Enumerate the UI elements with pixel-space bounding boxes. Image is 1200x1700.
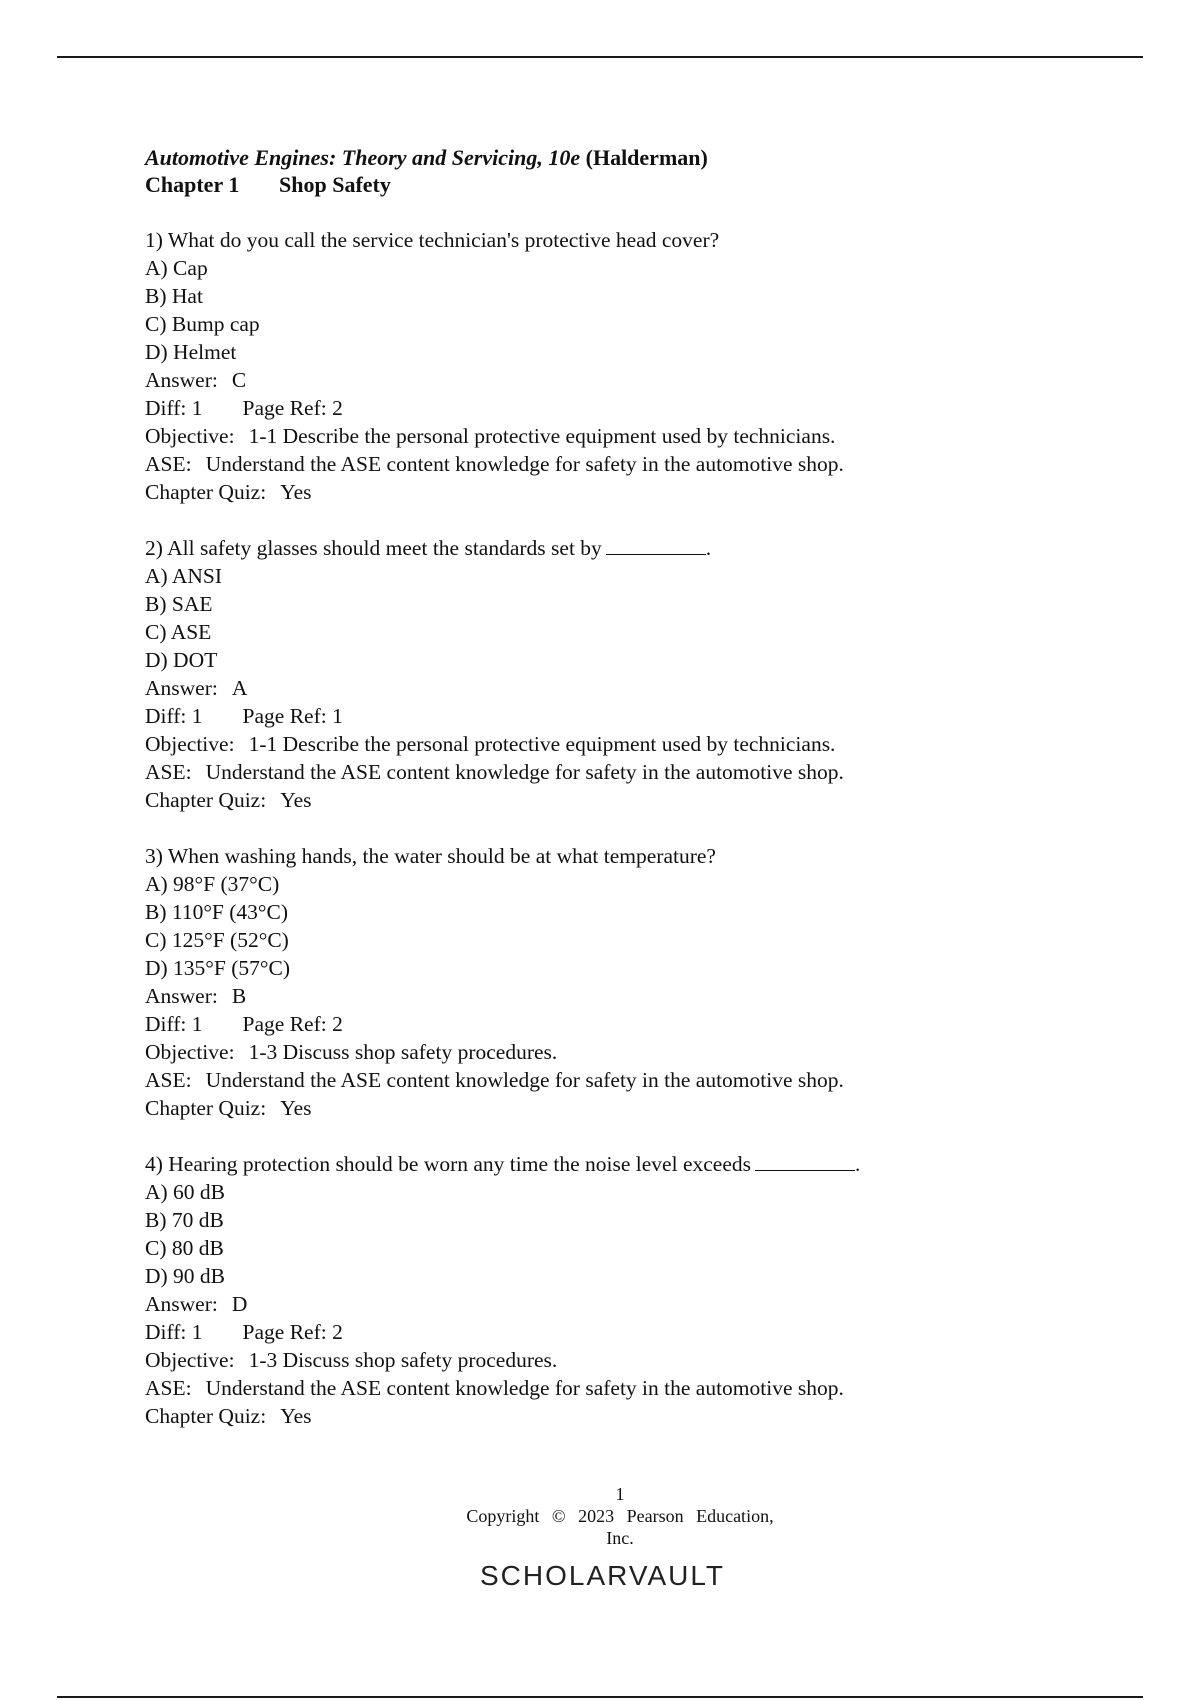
option-b: B) 110°F (43°C) bbox=[145, 900, 289, 924]
option-d: D) 135°F (57°C) bbox=[145, 956, 290, 980]
option-d: D) DOT bbox=[145, 648, 218, 672]
option-c: C) ASE bbox=[145, 620, 212, 644]
answer-value: B bbox=[231, 984, 247, 1008]
watermark-text: SCHOLARVAULT bbox=[480, 1560, 725, 1591]
chapter-quiz-line: Chapter Quiz: Yes bbox=[145, 1404, 312, 1428]
question-stem: 4) Hearing protection should be worn any time the noise level exceeds . bbox=[145, 1152, 861, 1176]
question-block bbox=[145, 842, 1045, 1122]
option-b: B) SAE bbox=[145, 592, 213, 616]
book-author: (Halderman) bbox=[585, 145, 708, 170]
option-a: A) Cap bbox=[145, 256, 208, 280]
bottom-divider bbox=[57, 1696, 1143, 1698]
answer-blank bbox=[755, 1150, 855, 1171]
answer-value: C bbox=[231, 368, 247, 392]
option-d: D) Helmet bbox=[145, 340, 237, 364]
ase-line: ASE: Understand the ASE content knowledge for safety in the automotive shop. bbox=[145, 760, 844, 784]
objective-line: Objective: 1-3 Discuss shop safety procedures. bbox=[145, 1040, 558, 1064]
question-stem: 2) All safety glasses should meet the standards set by . bbox=[145, 536, 712, 560]
copyright-line: Copyright © 2023 Pearson Education, bbox=[466, 1506, 774, 1526]
option-c: C) 80 dB bbox=[145, 1236, 224, 1260]
answer-line: Answer: C bbox=[145, 368, 247, 392]
question-stem: 3) When washing hands, the water should be at what temperature? bbox=[145, 844, 716, 868]
diff-line: Diff: 1 Page Ref: 2 bbox=[145, 1320, 343, 1344]
objective-line: Objective: 1-3 Discuss shop safety procedures. bbox=[145, 1348, 558, 1372]
chapter-quiz-line: Chapter Quiz: Yes bbox=[145, 1096, 312, 1120]
question-block bbox=[145, 1150, 1045, 1430]
ase-line: ASE: Understand the ASE content knowledge for safety in the automotive shop. bbox=[145, 1376, 844, 1400]
question-block bbox=[145, 226, 1045, 506]
document-page bbox=[145, 144, 1045, 1430]
objective-line: Objective: 1-1 Describe the personal protective equipment used by technicians. bbox=[145, 424, 836, 448]
option-b: B) 70 dB bbox=[145, 1208, 224, 1232]
page-number: 1 bbox=[615, 1484, 625, 1504]
diff-line: Diff: 1 Page Ref: 1 bbox=[145, 704, 343, 728]
book-title: Automotive Engines: Theory and Servicing, 10e bbox=[145, 145, 581, 170]
answer-value: A bbox=[231, 676, 248, 700]
question-block bbox=[145, 534, 1045, 814]
option-a: A) 98°F (37°C) bbox=[145, 872, 280, 896]
copyright-line-2: Inc. bbox=[606, 1528, 634, 1548]
answer-blank bbox=[606, 534, 706, 555]
question-stem: 1) What do you call the service technician's protective head cover? bbox=[145, 228, 720, 252]
answer-line: Answer: A bbox=[145, 676, 248, 700]
option-a: A) ANSI bbox=[145, 564, 223, 588]
page-ref: Page Ref: 2 bbox=[242, 1012, 343, 1036]
answer-line: Answer: B bbox=[145, 984, 247, 1008]
option-c: C) Bump cap bbox=[145, 312, 260, 336]
objective-line: Objective: 1-1 Describe the personal protective equipment used by technicians. bbox=[145, 732, 836, 756]
diff-line: Diff: 1 Page Ref: 2 bbox=[145, 1012, 343, 1036]
top-divider bbox=[57, 56, 1143, 58]
page-footer bbox=[420, 1483, 820, 1549]
chapter-label: Chapter 1 bbox=[145, 172, 240, 197]
answer-value: D bbox=[231, 1292, 248, 1316]
ase-line: ASE: Understand the ASE content knowledge for safety in the automotive shop. bbox=[145, 452, 844, 476]
chapter-heading bbox=[145, 171, 1045, 198]
diff-line: Diff: 1 Page Ref: 2 bbox=[145, 396, 343, 420]
page-ref: Page Ref: 2 bbox=[242, 1320, 343, 1344]
page-ref: Page Ref: 2 bbox=[242, 396, 343, 420]
option-a: A) 60 dB bbox=[145, 1180, 226, 1204]
chapter-quiz-line: Chapter Quiz: Yes bbox=[145, 788, 312, 812]
option-b: B) Hat bbox=[145, 284, 203, 308]
book-heading bbox=[145, 144, 1045, 171]
option-d: D) 90 dB bbox=[145, 1264, 226, 1288]
chapter-quiz-line: Chapter Quiz: Yes bbox=[145, 480, 312, 504]
answer-line: Answer: D bbox=[145, 1292, 248, 1316]
chapter-title: Shop Safety bbox=[279, 172, 391, 197]
option-c: C) 125°F (52°C) bbox=[145, 928, 289, 952]
page-ref: Page Ref: 1 bbox=[242, 704, 343, 728]
ase-line: ASE: Understand the ASE content knowledge for safety in the automotive shop. bbox=[145, 1068, 844, 1092]
